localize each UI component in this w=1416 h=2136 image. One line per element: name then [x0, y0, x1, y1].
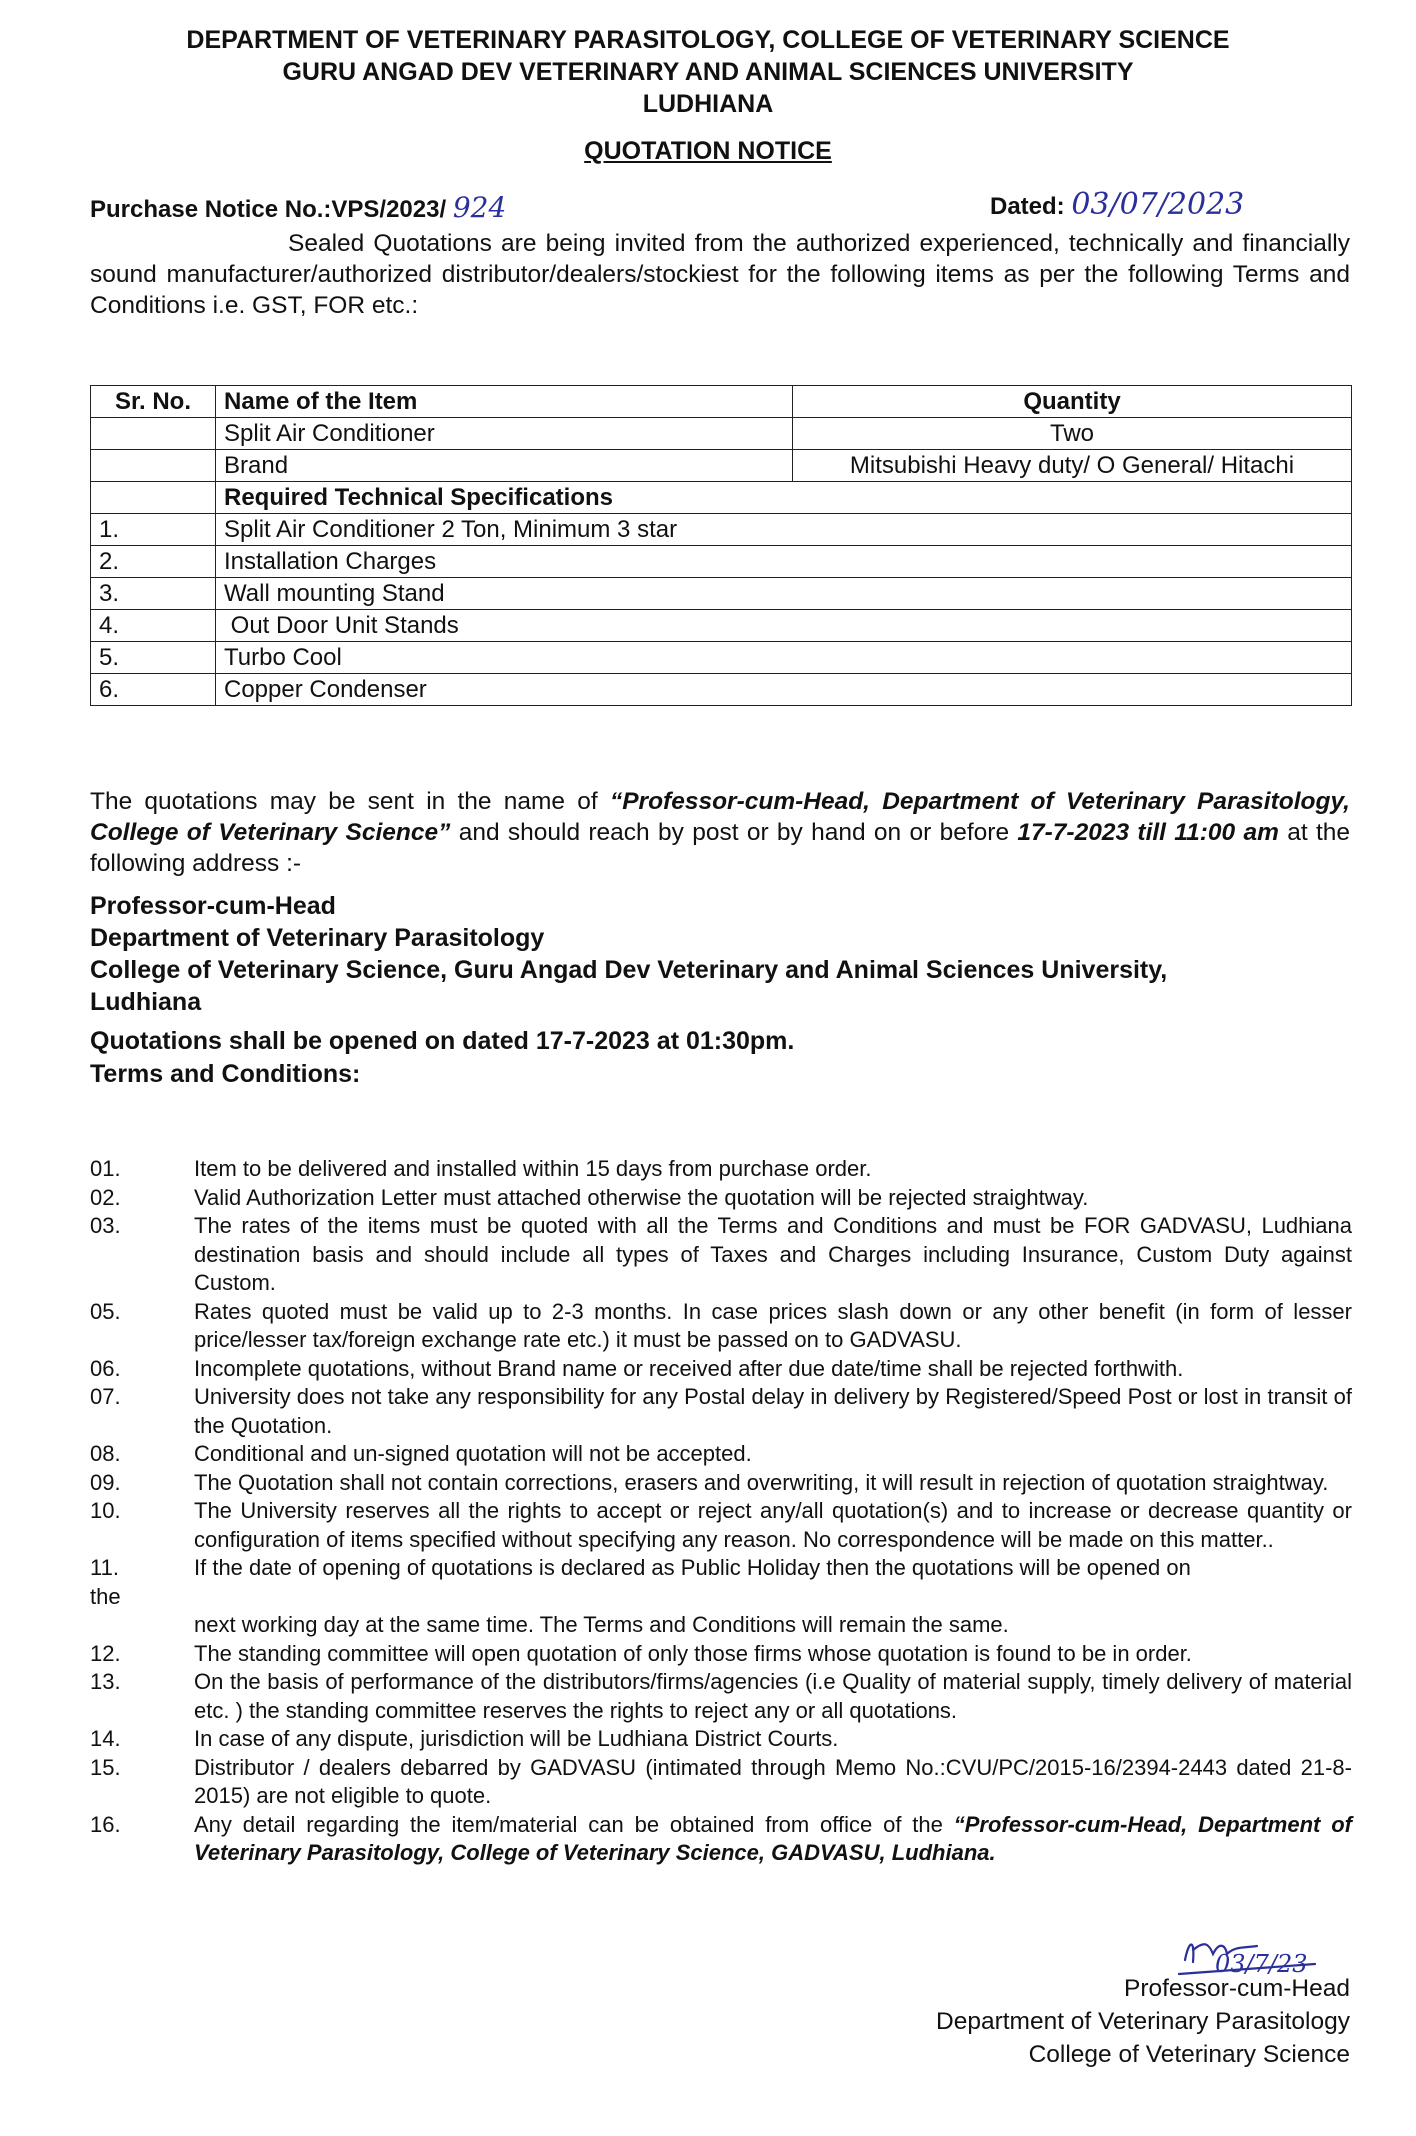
table-row	[91, 482, 1352, 514]
term-11-the-line	[90, 1583, 1352, 1612]
term-text: In case of any dispute, jurisdiction will be Ludhiana District Courts.	[194, 1726, 839, 1751]
dated-label: Dated:	[990, 193, 1065, 220]
terms-heading: Terms and Conditions:	[90, 1060, 361, 1088]
list-item	[90, 1754, 1352, 1811]
items-table	[90, 385, 1352, 706]
item-quantity: Two	[793, 418, 1352, 450]
term-number: 16.	[90, 1811, 121, 1837]
term-number: 05.	[90, 1298, 121, 1324]
dated-value-handwritten: 03/07/2023	[1071, 187, 1245, 222]
table-row	[91, 642, 1352, 674]
term-number: 02.	[90, 1184, 121, 1210]
submission-part-2: and should reach by post or by hand on or before	[450, 819, 1018, 846]
term-number: 01.	[90, 1156, 121, 1181]
spec-sr: 6.	[91, 674, 216, 706]
term-text: Distributor / dealers debarred by GADVASU (intimated through Memo No.:CVU/PC/2015-16/2394-2443 dated 21-8-2015) are not eligible to quote.	[194, 1754, 1352, 1808]
table-row	[91, 674, 1352, 706]
spec-name: Turbo Cool	[216, 642, 1352, 674]
list-item	[90, 1184, 1352, 1213]
item-sr	[91, 418, 216, 450]
brand-options: Mitsubishi Heavy duty/ O General/ Hitachi	[793, 450, 1352, 482]
list-item	[90, 1212, 1352, 1298]
table-row	[91, 546, 1352, 578]
spec-sr: 3.	[91, 578, 216, 610]
term-number: 03.	[90, 1213, 121, 1238]
spec-sr: 1.	[91, 514, 216, 546]
term-text	[194, 1811, 1352, 1868]
term-11-continuation: next working day at the same time. The Terms and Conditions will remain the same.	[194, 1612, 1009, 1637]
term-number: 10.	[90, 1498, 121, 1523]
signature-title: Professor-cum-Head	[1123, 1975, 1350, 2002]
list-item	[90, 1640, 1352, 1669]
address-line-2: Department of Veterinary Parasitology	[90, 924, 545, 952]
term-text: On the basis of performance of the distributors/firms/agencies (i.e Quality of material supply, timely delivery of material etc. ) the standing committee reserves the rights to reject any or all quotations.	[194, 1669, 1352, 1723]
table-row	[91, 514, 1352, 546]
term-text: The standing committee will open quotation of only those firms whose quotation is found to be in order.	[194, 1640, 1192, 1666]
submission-part-3: at the following address :-	[90, 819, 1350, 877]
spec-sr: 2.	[91, 546, 216, 578]
header-item-name: Name of the Item	[216, 386, 793, 418]
term-text: Rates quoted must be valid up to 2-3 months. In case prices slash down or any other benefit (in form of lesser price/lesser tax/foreign exchange rate etc.) it must be passed on to GADVASU.	[194, 1298, 1352, 1352]
address-line-1: Professor-cum-Head	[90, 892, 336, 920]
spec-sr: 5.	[91, 642, 216, 674]
list-item	[90, 1497, 1352, 1554]
spec-name: Wall mounting Stand	[216, 578, 1352, 610]
list-item	[90, 1554, 1352, 1583]
terms-list	[90, 1155, 1352, 1868]
brand-sr	[91, 450, 216, 482]
spec-heading: Required Technical Specifications	[216, 482, 1352, 514]
table-header-row	[91, 386, 1352, 418]
signature-date-handwritten: 03/7/23	[1215, 1950, 1308, 1978]
list-item	[90, 1725, 1352, 1754]
header-line-3: LUDHIANA	[642, 90, 774, 118]
term-text: The rates of the items must be quoted with all the Terms and Conditions and must be FOR GADVASU, Ludhiana destination basis and should include all types of Taxes and Charges including Insurance, Custom Duty against Custom.	[194, 1213, 1352, 1295]
term-text: Incomplete quotations, without Brand name or received after due date/time shall be rejected forthwith.	[194, 1355, 1184, 1381]
submission-deadline: 17-7-2023 till 11:00 am	[1017, 819, 1279, 846]
list-item	[90, 1155, 1352, 1184]
brand-label: Brand	[216, 450, 793, 482]
header-line-2: GURU ANGAD DEV VETERINARY AND ANIMAL SCIENCES UNIVERSITY	[282, 58, 1134, 86]
term-16-text: Any detail regarding the item/material can be obtained from office of the	[194, 1811, 954, 1837]
header-line-1: DEPARTMENT OF VETERINARY PARASITOLOGY, COLLEGE OF VETERINARY SCIENCE	[186, 26, 1230, 54]
purchase-notice-number	[90, 191, 506, 224]
term-number: 09.	[90, 1469, 121, 1495]
intro-paragraph: Sealed Quotations are being invited from the authorized experienced, technically and financially sound manufacturer/authorized distributor/dealers/stockiest for the following items as per the following Terms and Conditions i.e. GST, FOR etc.:	[90, 230, 1350, 319]
term-11-the: the	[90, 1583, 121, 1609]
submission-paragraph	[90, 786, 1350, 879]
list-item	[90, 1469, 1352, 1498]
notice-date	[990, 187, 1244, 222]
term-text: Valid Authorization Letter must attached otherwise the quotation will be rejected straightway.	[194, 1184, 1089, 1210]
term-text: University does not take any responsibility for any Postal delay in delivery by Registered/Speed Post or lost in transit of the Quotation.	[194, 1384, 1352, 1438]
spec-heading-sr	[91, 482, 216, 514]
term-16-bold: “Professor-cum-Head, Department of Veterinary Parasitology, College of Veterinary Science, GADVASU, Ludhiana.	[194, 1811, 1352, 1865]
address-line-4: Ludhiana	[90, 988, 202, 1016]
table-row	[91, 578, 1352, 610]
term-text: The Quotation shall not contain corrections, erasers and overwriting, it will result in rejection of quotation straightway.	[194, 1469, 1329, 1495]
term-number: 08.	[90, 1441, 121, 1466]
term-number: 07.	[90, 1384, 121, 1409]
term-text: Item to be delivered and installed within 15 days from purchase order.	[194, 1156, 872, 1181]
list-item	[90, 1383, 1352, 1440]
spec-sr: 4.	[91, 610, 216, 642]
table-row	[91, 418, 1352, 450]
header-quantity: Quantity	[793, 386, 1352, 418]
table-row	[91, 610, 1352, 642]
signature-college: College of Veterinary Science	[1028, 2041, 1350, 2068]
opening-statement: Quotations shall be opened on dated 17-7-2023 at 01:30pm.	[90, 1027, 795, 1055]
term-text: The University reserves all the rights to accept or reject any/all quotation(s) and to increase or decrease quantity or configuration of items specified without specifying any reason. No correspondence will be made on this matter..	[194, 1498, 1352, 1552]
term-text: Conditional and un-signed quotation will not be accepted.	[194, 1441, 752, 1466]
term-number: 11.	[90, 1555, 119, 1580]
table-row	[91, 450, 1352, 482]
term-number: 13.	[90, 1669, 121, 1694]
item-name: Split Air Conditioner	[216, 418, 793, 450]
submission-addressee: “Professor-cum-Head, Department of Veterinary Parasitology, College of Veterinary Science”	[90, 788, 1350, 846]
spec-name: Installation Charges	[216, 546, 1352, 578]
notice-title: QUOTATION NOTICE	[584, 137, 832, 165]
list-item	[90, 1355, 1352, 1384]
spec-name: Copper Condenser	[216, 674, 1352, 706]
term-number: 06.	[90, 1355, 121, 1381]
list-item	[90, 1298, 1352, 1355]
spec-name: Split Air Conditioner 2 Ton, Minimum 3 star	[216, 514, 1352, 546]
purchase-number-handwritten: 924	[452, 191, 507, 224]
header-sr-no: Sr. No.	[91, 386, 216, 418]
term-number: 15.	[90, 1754, 121, 1780]
term-text: If the date of opening of quotations is declared as Public Holiday then the quotations will be opened on	[194, 1555, 1191, 1580]
term-number: 14.	[90, 1726, 121, 1751]
purchase-notice-label: Purchase Notice No.:VPS/2023/	[90, 196, 447, 223]
signature-department: Department of Veterinary Parasitology	[936, 2008, 1350, 2035]
term-number: 12.	[90, 1640, 121, 1666]
list-item	[90, 1668, 1352, 1725]
address-block	[90, 890, 1167, 1018]
signature-block	[936, 1972, 1350, 2071]
submission-part-1: The quotations may be sent in the name of	[90, 788, 610, 815]
list-item	[90, 1811, 1352, 1868]
spec-name: Out Door Unit Stands	[216, 610, 1352, 642]
list-item	[90, 1440, 1352, 1469]
address-line-3: College of Veterinary Science, Guru Angad Dev Veterinary and Animal Sciences University,	[90, 956, 1168, 984]
